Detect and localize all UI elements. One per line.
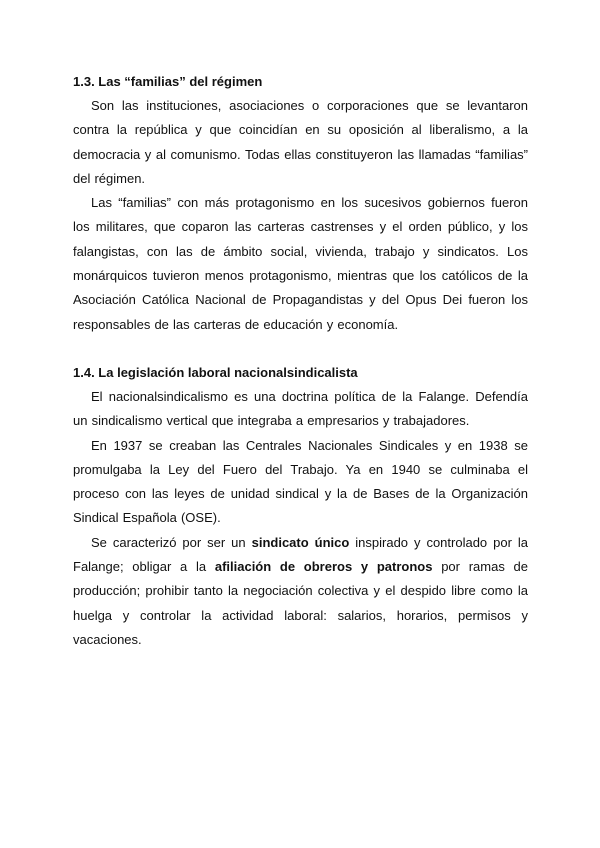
- paragraph: Son las instituciones, asociaciones o corporaciones que se levantaron contra la república y que coincidían en su oposición al liberalismo, a la democracia y al comunismo. Todas ellas constituyeron las llamadas “familias” del régimen.: [73, 98, 528, 186]
- text-run: inspirado y controlado por la Falange; obligar a la: [73, 534, 528, 575]
- text-run: Se caracterizó por ser un: [91, 534, 252, 550]
- bold-term-afiliacion: afiliación de obreros y patronos: [214, 559, 433, 575]
- section-familias: [73, 70, 528, 337]
- document-body: [73, 70, 528, 652]
- bold-term-sindicato: sindicato único: [251, 534, 350, 550]
- paragraph: Las “familias” con más protagonismo en los sucesivos gobiernos fueron los militares, que coparon las carteras castrenses y el orden público, y los falangistas, con las de ámbito social, vivienda, trabajo y sindicatos. Los monárquicos tuvieron menos protagonismo, mientras que los católicos de la Asociación Católica Nacional de Propagandistas y del Opus Dei fueron los responsables de las carteras de educación y economía.: [73, 195, 528, 332]
- paragraph: En 1937 se creaban las Centrales Nacionales Sindicales y en 1938 se promulgaba la Ley del Fuero del Trabajo. Ya en 1940 se culminaba el proceso con las leyes de unidad sindical y la de Bases de la Organización Sindical Española (OSE).: [73, 437, 528, 526]
- paragraph: El nacionalsindicalismo es una doctrina política de la Falange. Defendía un sindicalismo vertical que integraba a empresarios y trabajadores.: [73, 388, 528, 429]
- section-heading: 1.3. Las “familias” del régimen: [73, 74, 263, 89]
- section-legislacion: [73, 361, 528, 652]
- section-spacer: [73, 337, 528, 361]
- paragraph-with-emphasis: [73, 531, 528, 652]
- section-heading: 1.4. La legislación laboral nacionalsindicalista: [73, 364, 358, 380]
- text-run: por ramas de producción; prohibir tanto la negociación colectiva y el despido libre como la huelga y controlar la actividad laboral: salarios, horarios, permisos y vacaciones.: [73, 559, 529, 647]
